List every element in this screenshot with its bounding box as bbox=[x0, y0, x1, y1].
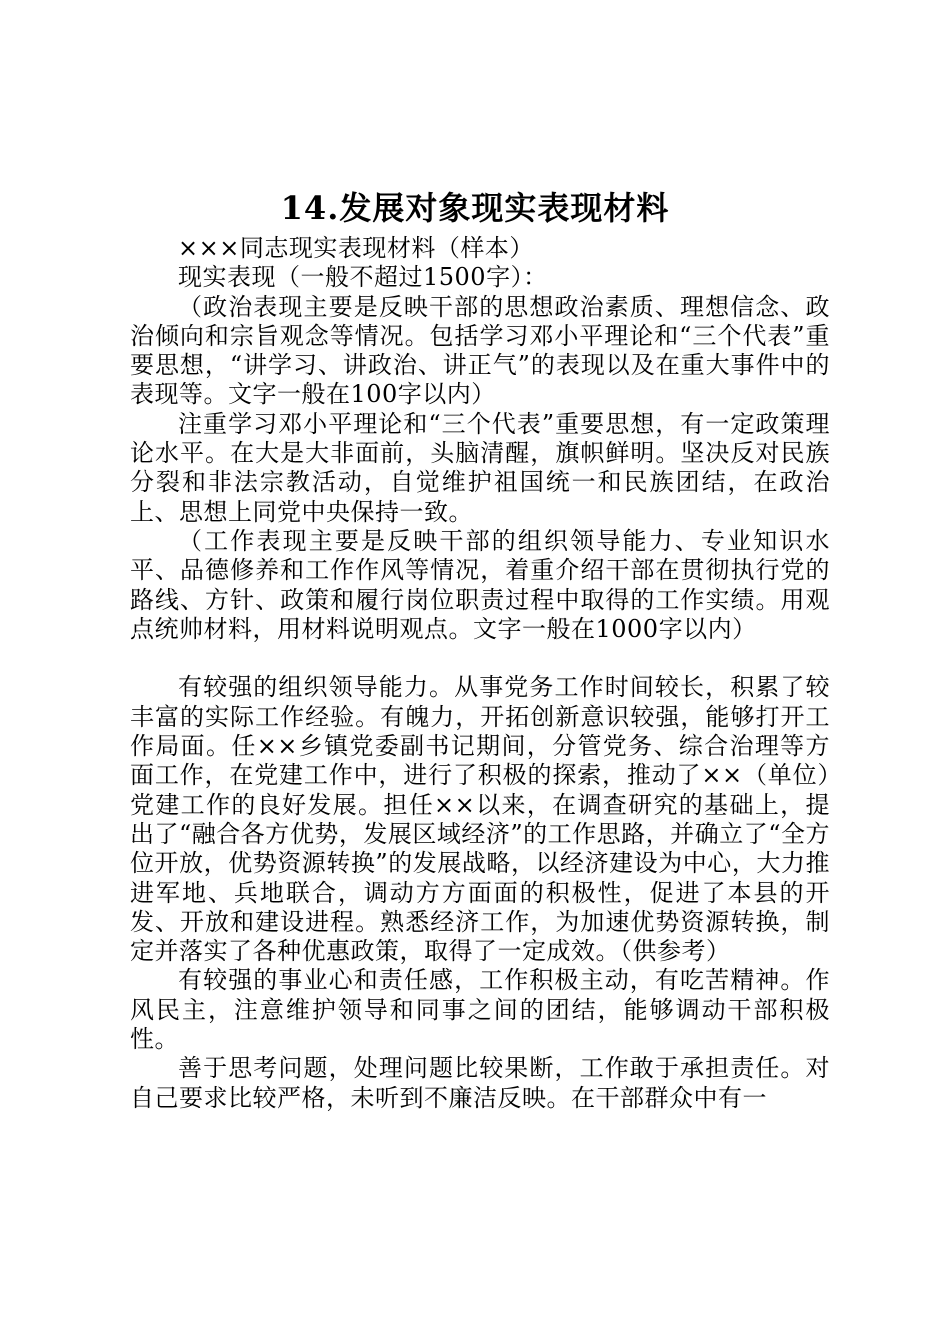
blank-line bbox=[130, 644, 830, 673]
political-guideline-paragraph: （政治表现主要是反映干部的思想政治素质、理想信念、政治倾向和宗旨观念等情况。包括学习邓小平理论和“三个代表”重要思想，“讲学习、讲政治、讲正气”的表现以及在重大事件中的表现等。文字一般在100字以内） bbox=[130, 292, 830, 409]
document-body bbox=[130, 234, 830, 1113]
political-performance-paragraph: 注重学习邓小平理论和“三个代表”重要思想，有一定政策理论水平。在大是大非面前，头脑清醒，旗帜鲜明。坚决反对民族分裂和非法宗教活动，自觉维护祖国统一和民族团结，在政治上、思想上同党中央保持一致。 bbox=[130, 409, 830, 526]
leadership-paragraph: 有较强的组织领导能力。从事党务工作时间较长，积累了较丰富的实际工作经验。有魄力，开拓创新意识较强，能够打开工作局面。任××乡镇党委副书记期间，分管党务、综合治理等方面工作，在党建工作中，进行了积极的探索，推动了××（单位）党建工作的良好发展。担任××以来，在调查研究的基础上，提出了“融合各方优势，发展区域经济”的工作思路，并确立了“全方位开放，优势资源转换”的发展战略，以经济建设为中心，大力推进军地、兵地联合，调动方方面面的积极性，促进了本县的开发、开放和建设进程。熟悉经济工作，为加速优势资源转换，制定并落实了各种优惠政策，取得了一定成效。（供参考） bbox=[130, 673, 830, 966]
performance-heading: 现实表现（一般不超过1500字）： bbox=[178, 263, 548, 292]
sample-heading: ×××同志现实表现材料（样本） bbox=[178, 234, 534, 262]
decisiveness-paragraph: 善于思考问题，处理问题比较果断，工作敢于承担责任。对自己要求比较严格，未听到不廉洁反映。在干部群众中有一 bbox=[130, 1054, 830, 1112]
responsibility-paragraph: 有较强的事业心和责任感，工作积极主动，有吃苦精神。作风民主，注意维护领导和同事之间的团结，能够调动干部积极性。 bbox=[130, 966, 830, 1054]
work-guideline-paragraph: （工作表现主要是反映干部的组织领导能力、专业知识水平、品德修养和工作作风等情况，着重介绍干部在贯彻执行党的路线、方针、政策和履行岗位职责过程中取得的工作实绩。用观点统帅材料，用材料说明观点。文字一般在1000字以内） bbox=[130, 526, 830, 643]
document-title: 14.发展对象现实表现材料 bbox=[280, 189, 670, 227]
